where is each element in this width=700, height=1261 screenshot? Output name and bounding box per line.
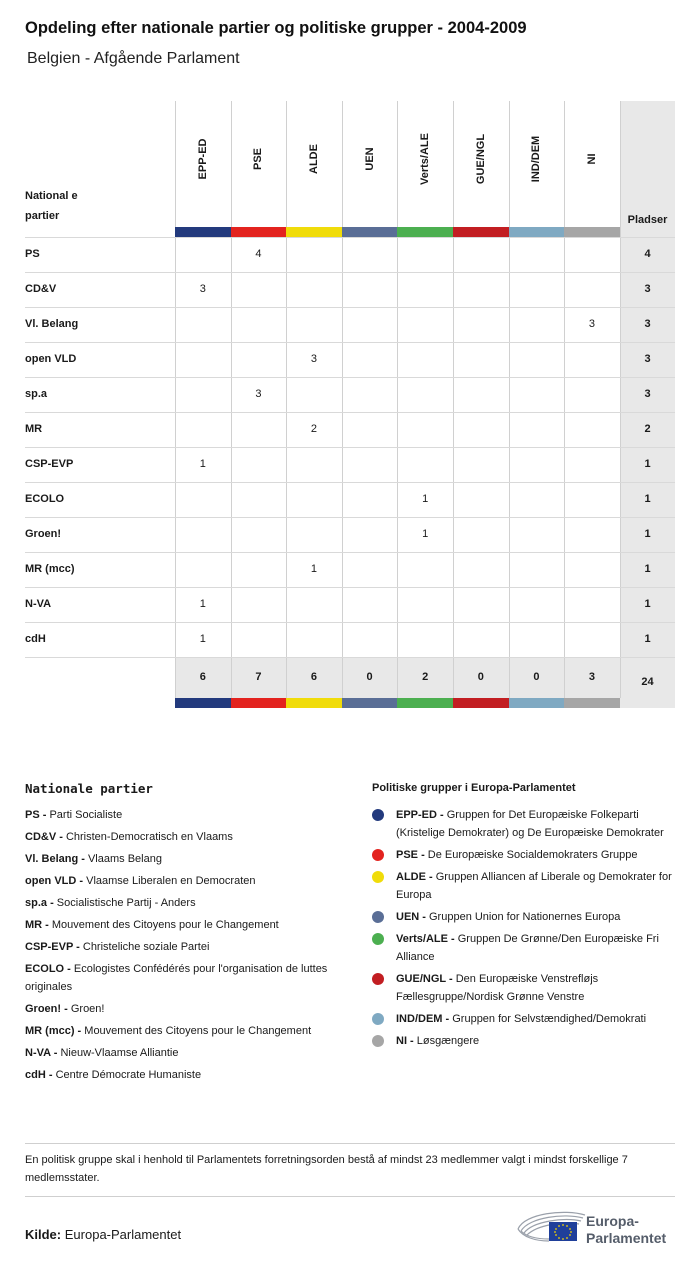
total-cell: 6 xyxy=(310,671,318,683)
column-divider xyxy=(342,101,343,698)
party-name: Christen-Democratisch en Vlaams xyxy=(65,831,233,843)
national-legend xyxy=(25,806,345,1088)
group-legend-item xyxy=(372,868,672,904)
party-abbr: PS - xyxy=(25,809,50,821)
logo-line2: Parlamentet xyxy=(586,1230,667,1246)
group-color-bar xyxy=(564,227,620,237)
national-legend-item xyxy=(25,894,345,912)
total-cell: 6 xyxy=(199,671,206,683)
national-legend-item xyxy=(25,806,345,824)
group-color-bar xyxy=(397,698,453,708)
party-abbr: N-VA - xyxy=(25,1047,61,1059)
party-name: Ecologistes Confédérés pour l'organisation de luttes originales xyxy=(25,963,328,993)
party-abbr: sp.a - xyxy=(25,897,57,909)
group-color-dot-icon xyxy=(372,849,384,861)
table-cell: 1 xyxy=(199,458,206,470)
group-abbr: IND/DEM - xyxy=(396,1013,453,1025)
table-cell: 2 xyxy=(310,423,318,435)
group-color-bar xyxy=(286,227,342,237)
row-divider xyxy=(25,377,675,378)
total-cell: 3 xyxy=(588,671,596,683)
group-abbr: NI - xyxy=(396,1035,417,1047)
seats-cell: 4 xyxy=(644,248,651,260)
group-legend-item xyxy=(372,970,672,1006)
group-abbr: ALDE - xyxy=(396,871,436,883)
party-abbr: MR - xyxy=(25,919,52,931)
column-header: PSE xyxy=(252,148,265,171)
group-color-bar xyxy=(175,698,231,708)
column-header: NI xyxy=(586,153,598,165)
group-legend-item xyxy=(372,1010,672,1028)
group-color-bar xyxy=(286,698,342,708)
total-cell: 0 xyxy=(477,671,484,683)
party-label: sp.a xyxy=(25,388,48,400)
group-name: Gruppen Alliancen af Liberale og Demokrater for Europa xyxy=(396,871,672,901)
party-abbr: CSP-EVP - xyxy=(25,941,83,953)
column-divider xyxy=(509,101,510,698)
group-legend-item xyxy=(372,930,672,966)
party-label: MR xyxy=(25,423,43,435)
seats-cell: 1 xyxy=(644,493,651,505)
party-name: Vlaamse Liberalen en Democraten xyxy=(86,875,256,887)
group-abbr: Verts/ALE - xyxy=(396,933,458,945)
party-name: Groen! xyxy=(70,1003,105,1015)
party-name: Parti Socialiste xyxy=(49,809,123,821)
group-abbr: EPP-ED - xyxy=(396,809,447,821)
national-legend-item xyxy=(25,872,345,890)
group-abbr: PSE - xyxy=(396,849,428,861)
group-color-dot-icon xyxy=(372,871,384,883)
seats-cell: 3 xyxy=(644,318,651,330)
national-legend-item xyxy=(25,850,345,868)
party-name: Socialistische Partij - Anders xyxy=(56,897,196,909)
party-label: Vl. Belang xyxy=(25,318,79,330)
column-header: UEN xyxy=(363,147,376,171)
party-label: open VLD xyxy=(25,353,77,365)
group-abbr: UEN - xyxy=(396,911,429,923)
party-label: PS xyxy=(25,248,40,260)
party-label: N-VA xyxy=(25,598,52,610)
party-label: cdH xyxy=(25,633,46,645)
table-cell: 3 xyxy=(199,283,206,295)
table-cell: 4 xyxy=(255,248,262,260)
group-color-bar xyxy=(509,227,565,237)
party-label: ECOLO xyxy=(25,493,65,505)
party-name: Mouvement des Citoyens pour le Changement xyxy=(84,1025,312,1037)
column-header: GUE/NGL xyxy=(474,133,487,185)
table-cell: 1 xyxy=(310,563,318,575)
table-cell: 3 xyxy=(588,318,596,330)
party-name: Christeliche soziale Partei xyxy=(82,941,210,953)
seats-cell: 1 xyxy=(644,528,651,540)
table-cell: 3 xyxy=(310,353,318,365)
group-color-dot-icon xyxy=(372,933,384,945)
party-name: Vlaams Belang xyxy=(87,853,162,865)
group-color-bar xyxy=(342,227,398,237)
row-divider xyxy=(25,552,675,553)
seats-cell: 2 xyxy=(644,423,651,435)
party-abbr: Vl. Belang - xyxy=(25,853,88,865)
divider xyxy=(25,1196,675,1197)
seats-cell: 3 xyxy=(644,353,651,365)
national-legend-item xyxy=(25,828,345,846)
total-cell: 0 xyxy=(366,671,373,683)
party-label: CD&V xyxy=(25,283,57,295)
row-header: National e partier xyxy=(25,190,78,222)
total-cell: 2 xyxy=(422,671,429,683)
row-divider xyxy=(25,587,675,588)
group-name: Gruppen De Grønne/Den Europæiske Fri Alliance xyxy=(396,933,659,963)
logo-text xyxy=(586,1213,666,1247)
group-name: Gruppen Union for Nationernes Europa xyxy=(429,911,621,923)
row-divider xyxy=(25,517,675,518)
party-abbr: MR (mcc) - xyxy=(25,1025,85,1037)
source xyxy=(25,1227,181,1242)
column-header: ALDE xyxy=(308,144,320,174)
group-abbr: GUE/NGL - xyxy=(396,973,456,985)
source-value: Europa-Parlamentet xyxy=(64,1227,182,1242)
group-name: Den Europæiske Venstrefløjs Fællesgruppe/Nordisk Grønne Venstre xyxy=(396,973,599,1003)
party-label: Groen! xyxy=(25,528,62,540)
table-cell: 1 xyxy=(422,493,429,505)
column-divider xyxy=(397,101,398,698)
column-divider xyxy=(564,101,565,698)
group-name: De Europæiske Socialdemokraters Gruppe xyxy=(427,849,638,861)
group-color-dot-icon xyxy=(372,809,384,821)
seats-header: Pladser xyxy=(627,214,668,226)
row-divider xyxy=(25,482,675,483)
seats-cell: 3 xyxy=(644,388,651,400)
column-divider xyxy=(453,101,454,698)
divider xyxy=(25,1143,675,1144)
groups-legend xyxy=(372,806,672,1054)
national-legend-item xyxy=(25,1000,345,1018)
seats-cell: 1 xyxy=(644,598,651,610)
group-color-dot-icon xyxy=(372,1013,384,1025)
national-legend-item xyxy=(25,916,345,934)
table-cell: 1 xyxy=(199,598,206,610)
group-color-bar xyxy=(231,227,287,237)
national-legend-item xyxy=(25,1066,345,1084)
group-color-bar xyxy=(175,227,231,237)
group-legend-item xyxy=(372,806,672,842)
table-cell: 1 xyxy=(199,633,206,645)
row-divider xyxy=(25,447,675,448)
national-legend-item xyxy=(25,1022,345,1040)
group-color-bar xyxy=(564,698,620,708)
group-color-bar xyxy=(453,698,509,708)
group-legend-item xyxy=(372,1032,672,1050)
column-header: Verts/ALE xyxy=(419,133,432,185)
row-divider xyxy=(25,237,675,238)
page-title: Opdeling efter nationale partier og politiske grupper - 2004-2009 xyxy=(25,19,527,37)
seats-cell: 3 xyxy=(644,283,651,295)
party-abbr: ECOLO - xyxy=(25,963,74,975)
party-name: Nieuw-Vlaamse Alliantie xyxy=(60,1047,179,1059)
seats-cell: 1 xyxy=(644,633,651,645)
national-legend-item xyxy=(25,1044,345,1062)
total-seats: 24 xyxy=(641,676,654,688)
group-color-bar xyxy=(342,698,398,708)
total-cell: 7 xyxy=(255,671,262,683)
column-header: IND/DEM xyxy=(530,135,543,183)
seats-cell: 1 xyxy=(644,563,651,575)
row-divider xyxy=(25,342,675,343)
logo-line1: Europa- xyxy=(586,1213,639,1229)
total-cell: 0 xyxy=(533,671,540,683)
group-color-bar xyxy=(231,698,287,708)
table-cell: 3 xyxy=(255,388,262,400)
national-legend-item xyxy=(25,960,345,996)
group-legend-item xyxy=(372,846,672,864)
group-color-dot-icon xyxy=(372,973,384,985)
group-name: Gruppen for Det Europæiske Folkeparti (Kristelige Demokrater) og De Europæiske Demokrater xyxy=(396,809,664,839)
party-abbr: CD&V - xyxy=(25,831,66,843)
party-abbr: open VLD - xyxy=(25,875,87,887)
party-name: Centre Démocrate Humaniste xyxy=(55,1069,202,1081)
party-name: Mouvement des Citoyens pour le Changement xyxy=(51,919,279,931)
group-color-bar xyxy=(509,698,565,708)
group-legend-item xyxy=(372,908,672,926)
row-divider xyxy=(25,622,675,623)
row-divider xyxy=(25,272,675,273)
group-name: Gruppen for Selvstændighed/Demokrati xyxy=(452,1013,647,1025)
party-label: CSP-EVP xyxy=(25,458,74,470)
party-abbr: cdH - xyxy=(25,1069,56,1081)
national-legend-item xyxy=(25,938,345,956)
source-label: Kilde: xyxy=(25,1227,62,1242)
column-divider xyxy=(286,101,287,698)
page-subtitle: Belgien - Afgående Parlament xyxy=(27,50,240,67)
groups-legend-title: Politiske grupper i Europa-Parlamentet xyxy=(372,782,576,794)
national-legend-title: Nationale partier xyxy=(25,781,153,796)
party-label: MR (mcc) xyxy=(25,563,75,575)
column-header: EPP-ED xyxy=(196,138,209,180)
group-color-dot-icon xyxy=(372,1035,384,1047)
group-color-bar xyxy=(453,227,509,237)
seats-cell: 1 xyxy=(644,458,651,470)
row-divider xyxy=(25,412,675,413)
group-name: Løsgængere xyxy=(416,1035,480,1047)
group-color-dot-icon xyxy=(372,911,384,923)
party-abbr: Groen! - xyxy=(25,1003,71,1015)
group-color-bar xyxy=(397,227,453,237)
table-cell: 1 xyxy=(422,528,429,540)
footnote: En politisk gruppe skal i henhold til Parlamentets forretningsorden bestå af mindst 23 medlemmer valgt i mindst forskellige 7 medlemsstater. xyxy=(25,1154,628,1184)
